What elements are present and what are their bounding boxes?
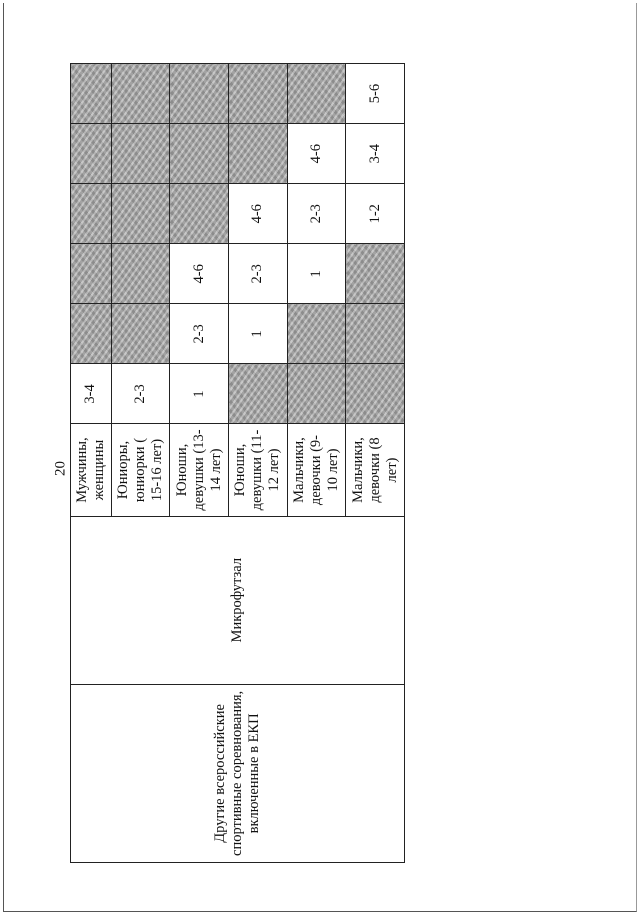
place-cell — [346, 244, 405, 304]
place-cell — [71, 64, 112, 124]
place-cell: 4-6 — [287, 124, 346, 184]
place-cell — [287, 364, 346, 424]
age-group-cell: Мужчины, женщины — [71, 424, 112, 516]
place-cell — [71, 124, 112, 184]
place-cell — [287, 64, 346, 124]
place-cell — [229, 364, 288, 424]
place-cell: 3-4 — [71, 364, 112, 424]
place-cell — [111, 184, 170, 244]
age-group-cell: Мальчики, девочки (9-10 лет) — [287, 424, 346, 516]
place-cell: 1 — [287, 244, 346, 304]
rank-table — [70, 63, 405, 863]
discipline-cell: Микрофутзал — [71, 516, 405, 684]
rank-table-container — [70, 63, 405, 863]
place-cell: 2-3 — [287, 184, 346, 244]
place-cell — [71, 184, 112, 244]
place-cell: 2-3 — [229, 244, 288, 304]
place-cell — [346, 364, 405, 424]
place-cell — [170, 124, 229, 184]
place-cell: 1 — [170, 364, 229, 424]
place-cell — [170, 64, 229, 124]
page-number: 20 — [52, 461, 69, 476]
place-cell — [287, 304, 346, 364]
place-cell — [111, 304, 170, 364]
place-cell: 4-6 — [170, 244, 229, 304]
place-cell — [229, 64, 288, 124]
place-cell — [111, 124, 170, 184]
age-group-cell: Юноши, девушки (11-12 лет) — [229, 424, 288, 516]
place-cell: 1 — [229, 304, 288, 364]
place-cell — [229, 124, 288, 184]
place-cell — [111, 244, 170, 304]
place-cell: 2-3 — [170, 304, 229, 364]
age-group-cell: Юноши, девушки (13-14 лет) — [170, 424, 229, 516]
place-cell: 1-2 — [346, 184, 405, 244]
place-cell: 4-6 — [229, 184, 288, 244]
age-group-cell: Юниоры, юниорки ( 15-16 лет) — [111, 424, 170, 516]
place-cell: 3-4 — [346, 124, 405, 184]
place-cell — [71, 304, 112, 364]
place-cell — [346, 304, 405, 364]
place-cell: 2-3 — [111, 364, 170, 424]
table-row — [71, 64, 112, 863]
place-cell — [71, 244, 112, 304]
place-cell: 5-6 — [346, 64, 405, 124]
place-cell — [111, 64, 170, 124]
place-cell — [170, 184, 229, 244]
competition-cell: Другие всероссийские спортивные соревнования, включенные в ЕКП — [71, 684, 405, 862]
age-group-cell: Мальчики, девочки (8 лет) — [346, 424, 405, 516]
